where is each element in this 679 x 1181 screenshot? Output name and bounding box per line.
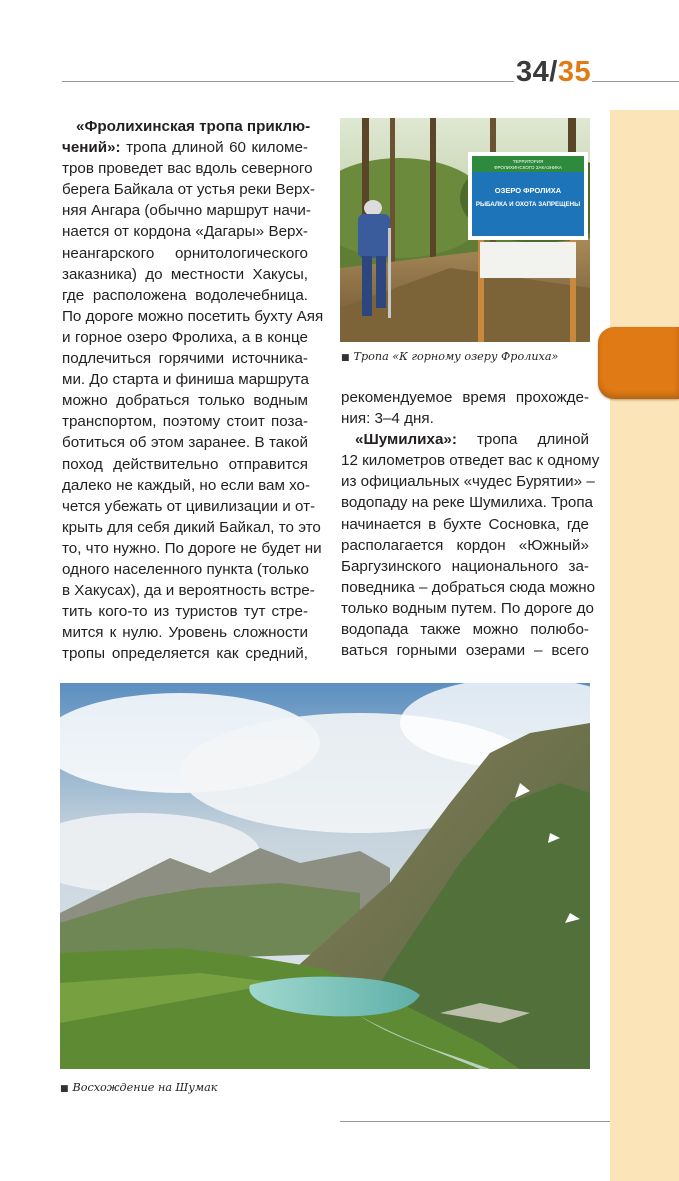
mountain-photo bbox=[60, 683, 590, 1069]
left-text-column bbox=[62, 116, 324, 664]
caption-bullet-icon: ■ bbox=[60, 1084, 69, 1094]
text-span: тропа длиной bbox=[456, 431, 589, 449]
text-line: ния: 3–4 дня. bbox=[341, 410, 434, 428]
text-span: тропа длиной 60 киломе- bbox=[120, 139, 308, 157]
text-line: водопада также можно полюбо- bbox=[341, 621, 589, 639]
caption-trail bbox=[341, 350, 558, 363]
sign-text-3: ОЗЕРО ФРОЛИХА bbox=[494, 186, 562, 195]
text-line: водопаду на реке Шумилиха. Тропа bbox=[341, 494, 594, 512]
text-line: одного населенного пункта (только bbox=[62, 560, 309, 578]
text-line bbox=[341, 429, 589, 450]
caption-trail-text: Тропа «К горному озеру Фролиха» bbox=[353, 350, 559, 363]
text-line: Баргузинского национального за- bbox=[341, 557, 589, 575]
page-number-right: 35 bbox=[557, 56, 592, 88]
text-line: в Хакусах), да и вероятность встре- bbox=[62, 582, 315, 600]
text-line: берега Байкала от устья реки Верх- bbox=[62, 181, 315, 199]
page-numbers bbox=[516, 56, 591, 89]
text-line: неангарского орнитологического bbox=[62, 244, 308, 262]
sign-text-1: ТЕРРИТОРИЯ bbox=[512, 159, 544, 164]
text-line: тропы определяется как средний, bbox=[62, 645, 308, 663]
trail-photo-illustration bbox=[340, 118, 590, 342]
sign-text-4: РЫБАЛКА И ОХОТА ЗАПРЕЩЕНЫ bbox=[475, 201, 581, 208]
right-text-column bbox=[341, 387, 600, 661]
section-heading-frolikha-cont: чений»: bbox=[62, 139, 121, 157]
text-line: крыть для себя дикий Байкал, то это bbox=[62, 518, 321, 536]
text-line: подлечиться горячими источника- bbox=[62, 350, 308, 368]
header-rule-right bbox=[592, 81, 679, 82]
text-line: чется убежать от цивилизации и от- bbox=[62, 497, 316, 515]
text-line: только водным путем. По дороге до bbox=[341, 599, 594, 617]
section-heading-frolikha: «Фролихинская тропа приклю- bbox=[76, 118, 311, 135]
text-line: начинается в бухте Сосновка, где bbox=[341, 515, 589, 533]
text-line: 12 километров отведет вас к одному bbox=[341, 452, 600, 470]
caption-bullet-icon: ■ bbox=[341, 353, 350, 363]
text-line: няя Ангара (обычно маршрут начи- bbox=[62, 202, 311, 220]
text-line: По дороге можно посетить бухту Аяя bbox=[62, 307, 324, 325]
caption-mountain-text: Восхождение на Шумак bbox=[72, 1081, 218, 1094]
text-line: тров проведет вас вдоль северного bbox=[62, 160, 313, 178]
text-line: поведника – добраться сюда можно bbox=[341, 578, 596, 596]
text-line bbox=[62, 116, 311, 137]
mountain-photo-illustration bbox=[60, 683, 590, 1069]
section-heading-shumilikha: «Шумилиха»: bbox=[355, 431, 457, 449]
text-line: далеко не каждый, но если вам хо- bbox=[62, 476, 311, 494]
text-line: располагается кордон «Южный» bbox=[341, 536, 589, 554]
text-line: и горное озеро Фролиха, а в конце bbox=[62, 328, 308, 346]
text-line: нается от кордона «Дагары» Верх- bbox=[62, 223, 308, 241]
sign-text-2: ФРОЛИХИНСКОГО ЗАКАЗНИКА bbox=[494, 165, 562, 170]
text-line: ми. До старта и финиша маршрута bbox=[62, 371, 309, 389]
footer-rule bbox=[340, 1121, 610, 1122]
text-line: мится к нулю. Уровень сложности bbox=[62, 624, 308, 642]
text-line: транспортом, поэтому стоит поза- bbox=[62, 413, 308, 431]
text-line: поход действительно отправится bbox=[62, 455, 308, 473]
trail-photo bbox=[340, 118, 590, 342]
caption-mountain bbox=[60, 1081, 217, 1094]
text-line: где расположена водолечебница. bbox=[62, 286, 308, 304]
sidebar-color-strip bbox=[610, 110, 679, 1181]
text-line: ваться горными озерами – всего bbox=[341, 642, 589, 660]
page-number-separator: / bbox=[549, 56, 558, 88]
chapter-tab-marker bbox=[598, 327, 679, 399]
text-line: рекомендуемое время прохожде- bbox=[341, 389, 589, 406]
text-line: то, что нужно. По дороге не будет ни bbox=[62, 539, 322, 557]
page-number-left: 34 bbox=[516, 56, 550, 88]
text-line: ботиться об этом заранее. В такой bbox=[62, 434, 308, 452]
text-line bbox=[62, 137, 308, 158]
text-line: из официальных «чудес Бурятии» – bbox=[341, 473, 595, 491]
text-line: заказника) до местности Хакусы, bbox=[62, 265, 308, 283]
text-line: можно добраться только водным bbox=[62, 392, 308, 410]
header-rule bbox=[62, 81, 514, 82]
text-line: тить кого-то из туристов тут стре- bbox=[62, 603, 308, 621]
